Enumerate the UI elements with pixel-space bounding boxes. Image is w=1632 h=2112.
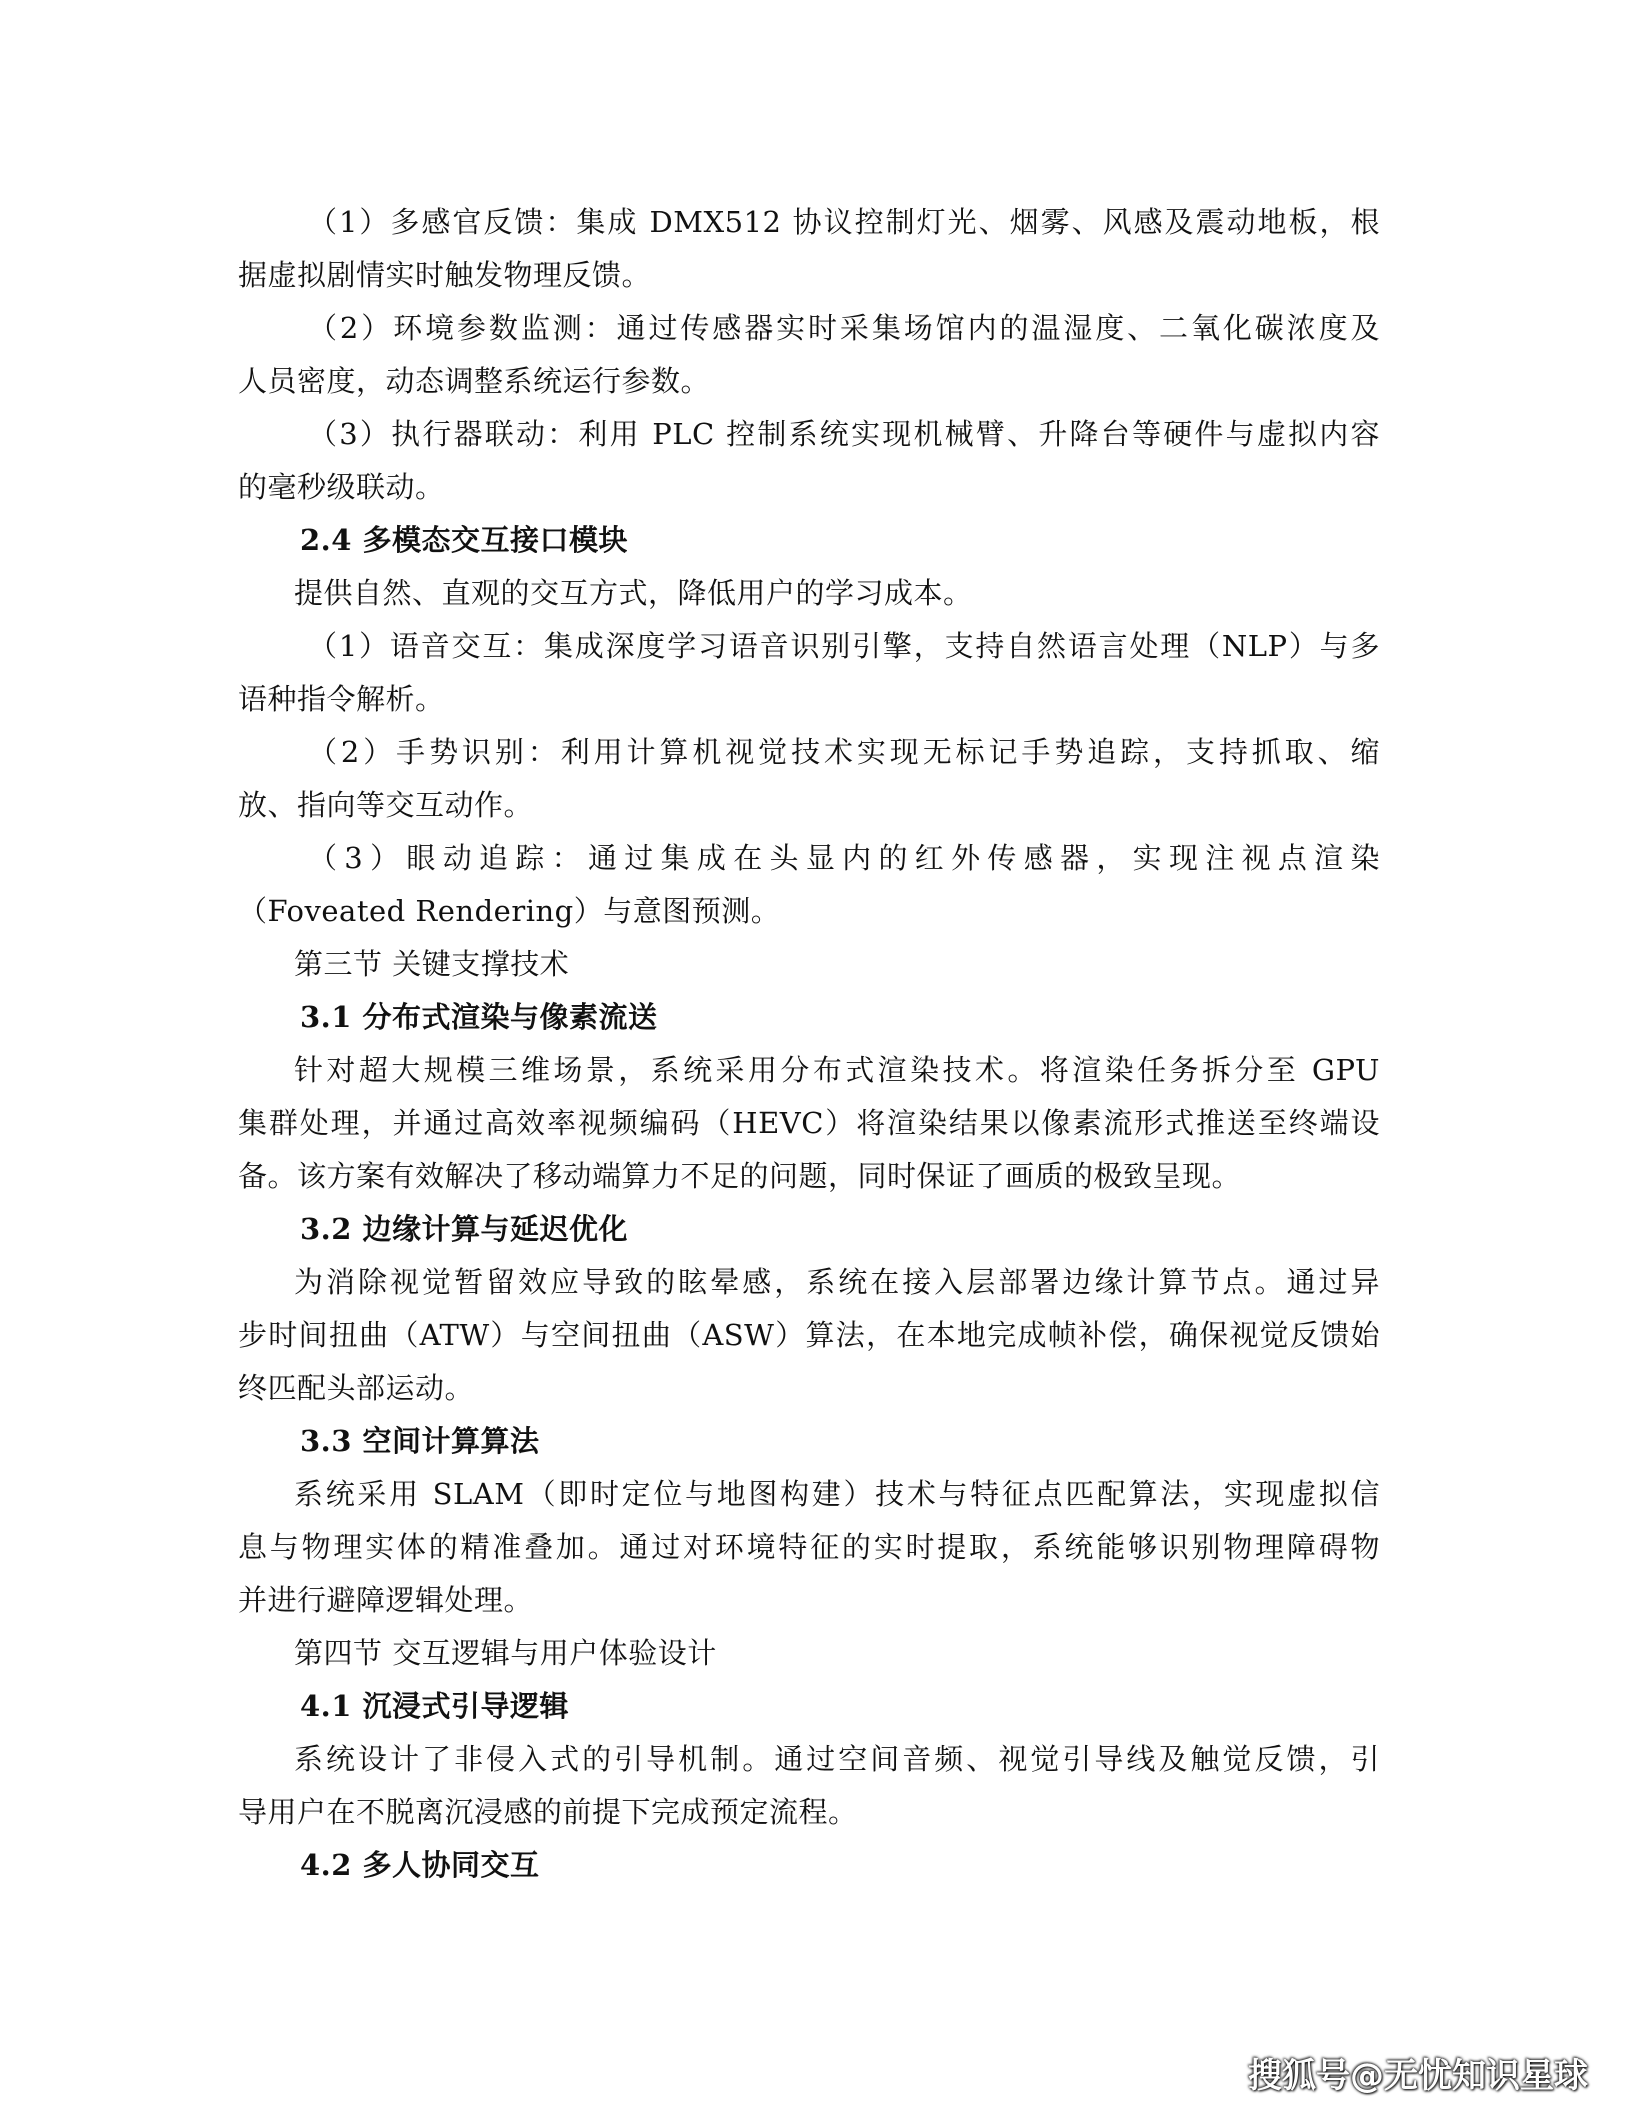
paragraph-line: 导用户在不脱离沉浸感的前提下完成预定流程。 <box>238 1795 858 1829</box>
paragraph-line: （1）多感官反馈：集成 DMX512 协议控制灯光、烟雾、风感及震动地板，根 <box>308 205 1380 239</box>
paragraph-line: 步时间扭曲（ATW）与空间扭曲（ASW）算法，在本地完成帧补偿，确保视觉反馈始 <box>238 1318 1380 1352</box>
watermark-text: 搜狐号@无忧知识星球 <box>1248 2056 1588 2096</box>
paragraph-line: 备。该方案有效解决了移动端算力不足的问题，同时保证了画质的极致呈现。 <box>238 1159 1242 1193</box>
paragraph-line: 针对超大规模三维场景，系统采用分布式渲染技术。将渲染任务拆分至 GPU <box>294 1053 1380 1087</box>
paragraph-line: （Foveated Rendering）与意图预测。 <box>238 894 781 928</box>
paragraph-line: 为消除视觉暂留效应导致的眩晕感，系统在接入层部署边缘计算节点。通过异 <box>294 1265 1380 1299</box>
paragraph-line: 系统设计了非侵入式的引导机制。通过空间音频、视觉引导线及触觉反馈，引 <box>294 1742 1380 1776</box>
paragraph-line: （3）眼动追踪：通过集成在头显内的红外传感器，实现注视点渲染 <box>308 841 1380 875</box>
paragraph-line: 并进行避障逻辑处理。 <box>238 1583 534 1617</box>
section-heading: 3.3 空间计算算法 <box>300 1424 540 1458</box>
paragraph-line: （2）环境参数监测：通过传感器实时采集场馆内的温湿度、二氧化碳浓度及 <box>308 311 1380 345</box>
paragraph-line: 集群处理，并通过高效率视频编码（HEVC）将渲染结果以像素流形式推送至终端设 <box>238 1106 1380 1140</box>
section-heading: 3.2 边缘计算与延迟优化 <box>300 1212 629 1246</box>
paragraph-line: 的毫秒级联动。 <box>238 470 445 504</box>
paragraph-line: （2）手势识别：利用计算机视觉技术实现无标记手势追踪，支持抓取、缩 <box>308 735 1380 769</box>
section-heading: 2.4 多模态交互接口模块 <box>300 523 629 557</box>
paragraph-line: 放、指向等交互动作。 <box>238 788 534 822</box>
paragraph-line: （1）语音交互：集成深度学习语音识别引擎，支持自然语言处理（NLP）与多 <box>308 629 1380 663</box>
paragraph-line: （3）执行器联动：利用 PLC 控制系统实现机械臂、升降台等硬件与虚拟内容 <box>308 417 1380 451</box>
chapter-heading: 第三节 关键支撑技术 <box>294 947 570 981</box>
paragraph-line: 人员密度，动态调整系统运行参数。 <box>238 364 711 398</box>
paragraph-line: 提供自然、直观的交互方式，降低用户的学习成本。 <box>294 576 973 610</box>
paragraph-line: 息与物理实体的精准叠加。通过对环境特征的实时提取，系统能够识别物理障碍物 <box>238 1530 1380 1564</box>
paragraph-line: 语种指令解析。 <box>238 682 445 716</box>
paragraph-line: 系统采用 SLAM（即时定位与地图构建）技术与特征点匹配算法，实现虚拟信 <box>294 1477 1380 1511</box>
section-heading: 4.1 沉浸式引导逻辑 <box>300 1689 570 1723</box>
chapter-heading: 第四节 交互逻辑与用户体验设计 <box>294 1636 717 1670</box>
section-heading: 4.2 多人协同交互 <box>300 1848 540 1882</box>
section-heading: 3.1 分布式渲染与像素流送 <box>300 1000 658 1034</box>
paragraph-line: 据虚拟剧情实时触发物理反馈。 <box>238 258 652 292</box>
paragraph-line: 终匹配头部运动。 <box>238 1371 475 1405</box>
